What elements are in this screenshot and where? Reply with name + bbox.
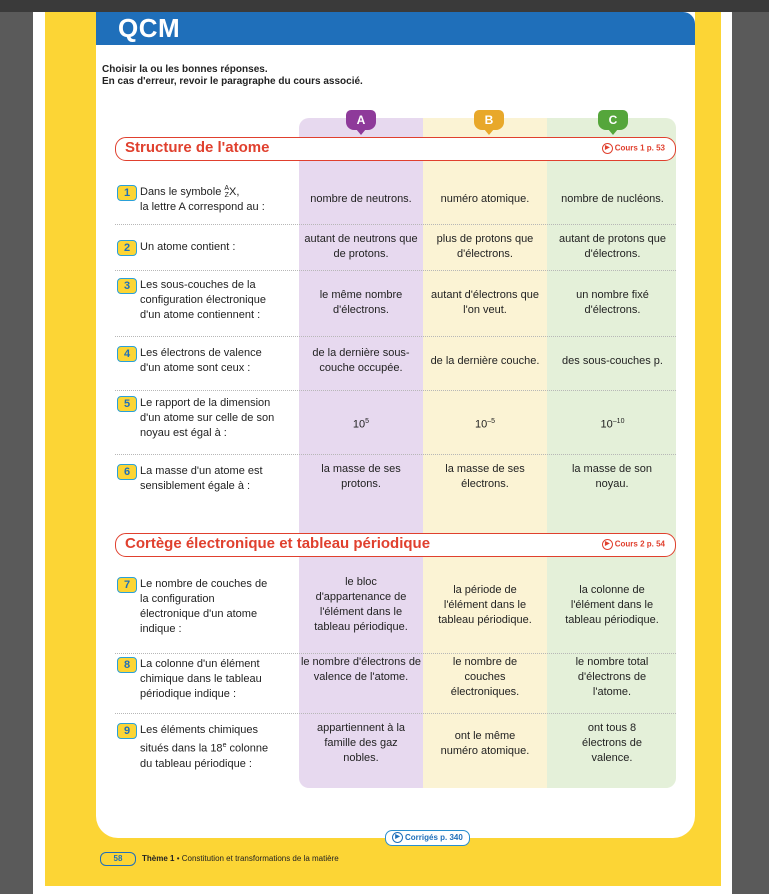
document-page: [33, 12, 732, 894]
answer-c[interactable]: un nombre fixé d'électrons.: [576, 289, 649, 316]
question-text: Un atome contient :: [140, 241, 236, 253]
answer-c[interactable]: des sous-couches p.: [562, 355, 663, 367]
answer-b[interactable]: numéro atomique.: [440, 193, 530, 205]
question-number: 2: [117, 240, 137, 256]
question-number: 4: [117, 346, 137, 362]
question-row: [115, 336, 676, 391]
column-a-badge: A: [346, 110, 376, 130]
power-exponent: –5: [487, 418, 496, 425]
question-text: Les électrons de valence d'un atome sont ceux :: [140, 347, 262, 374]
atomic-number: Z: [224, 192, 229, 200]
qcm-header: [96, 12, 695, 45]
answer-a[interactable]: le même nombre d'électrons.: [319, 289, 403, 316]
section-title: Structure de l'atome: [125, 139, 270, 156]
viewer-toolbar: [0, 0, 769, 12]
answer-a[interactable]: le nombre d'électrons de valence de l'atome.: [300, 656, 422, 683]
power-base: 10: [600, 418, 613, 431]
section-header-structure: [115, 137, 676, 161]
question-number: 9: [117, 723, 137, 739]
page-number: 58: [100, 852, 136, 866]
play-icon: ▶: [602, 539, 613, 550]
corriges-label: Corrigés p. 340: [405, 833, 463, 842]
question-row: [115, 224, 676, 271]
question-text-part: X,: [229, 186, 240, 198]
course-ref-link[interactable]: [602, 143, 665, 154]
answer-c[interactable]: la colonne de l'élément dans le tableau périodique.: [565, 584, 659, 626]
question-row: [115, 180, 676, 225]
question-text-part: Les éléments chimiques situés dans la 18: [140, 724, 259, 755]
answer-c[interactable]: [549, 414, 676, 433]
question-row: [115, 653, 676, 714]
mass-number: A: [224, 185, 230, 193]
question-number: 5: [117, 396, 137, 412]
page-title: QCM: [118, 13, 181, 43]
answer-b[interactable]: ont le même numéro atomique.: [440, 730, 530, 757]
course-ref-link[interactable]: [602, 539, 665, 550]
question-text-part: la lettre A correspond au :: [140, 201, 265, 213]
theme-label: Thème 1: [142, 854, 175, 863]
section-title: Cortège électronique et tableau périodique: [125, 535, 431, 552]
answer-a[interactable]: la masse de ses protons.: [321, 463, 401, 490]
column-b-badge: B: [474, 110, 504, 130]
instructions: [102, 64, 602, 88]
ordinal-suffix: e: [222, 742, 227, 749]
course-ref-label: Cours 2 p. 54: [614, 539, 665, 549]
answer-c[interactable]: la masse de son noyau.: [571, 463, 653, 490]
corriges-link[interactable]: [385, 830, 470, 846]
question-text: Les sous-couches de la configuration électronique d'un atome contiennent :: [140, 279, 266, 321]
answer-a[interactable]: le bloc d'appartenance de l'élément dans le tableau périodique.: [314, 576, 408, 633]
power-exponent: –10: [612, 418, 625, 425]
answer-c[interactable]: nombre de nucléons.: [561, 193, 664, 205]
answer-c[interactable]: ont tous 8 électrons de valence.: [582, 722, 642, 764]
question-text: Le nombre de couches de la configuration électronique d'un atome indique :: [140, 578, 268, 635]
section-header-cortege: [115, 533, 676, 557]
question-number: 3: [117, 278, 137, 294]
course-ref-label: Cours 1 p. 53: [614, 143, 665, 153]
question-text-part: Dans le symbole: [140, 186, 225, 198]
question-number: 7: [117, 577, 137, 593]
question-text: Le rapport de la dimension d'un atome sur celle de son noyau est égal à :: [140, 397, 275, 439]
question-number: 1: [117, 185, 137, 201]
question-row: [115, 390, 676, 455]
answer-c[interactable]: autant de protons que d'électrons.: [558, 233, 667, 260]
answer-b[interactable]: le nombre de couches électroniques.: [450, 656, 520, 698]
power-base: 10: [352, 418, 366, 431]
answer-b[interactable]: la période de l'élément dans le tableau périodique.: [438, 584, 532, 626]
page-footer: [100, 852, 339, 866]
question-text: [140, 723, 280, 772]
power-base: 10: [474, 418, 488, 431]
play-icon: ▶: [392, 832, 403, 843]
answer-c[interactable]: le nombre total d'électrons de l'atome.: [575, 656, 649, 698]
question-text-part: colonne du tableau périodique :: [140, 742, 269, 770]
question-row: [115, 270, 676, 337]
question-text: La colonne d'un élément chimique dans le tableau périodique indique :: [140, 658, 262, 700]
column-c-badge: C: [598, 110, 628, 130]
answer-a[interactable]: autant de neutrons que de protons.: [304, 233, 418, 260]
question-row: [115, 573, 676, 654]
page-yellow-frame: [45, 12, 721, 886]
answer-a[interactable]: nombre de neutrons.: [310, 193, 412, 205]
answer-b[interactable]: la masse de ses électrons.: [445, 463, 525, 490]
power-exponent: 5: [365, 418, 370, 425]
question-text: [140, 185, 300, 215]
question-row: [115, 713, 676, 775]
answer-b[interactable]: autant d'électrons que l'on veut.: [431, 289, 539, 316]
question-number: 8: [117, 657, 137, 673]
play-icon: ▶: [602, 143, 613, 154]
theme-subtitle: • Constitution et transformations de la matière: [174, 854, 339, 863]
answer-b[interactable]: plus de protons que d'électrons.: [436, 233, 534, 260]
instruction-line-1: Choisir la ou les bonnes réponses.: [102, 64, 268, 75]
answer-a[interactable]: appartiennent à la famille des gaz nobles.: [316, 722, 406, 764]
question-row: [115, 454, 676, 504]
answer-a[interactable]: de la dernière sous-couche occupée.: [312, 347, 410, 374]
question-number: 6: [117, 464, 137, 480]
answer-a[interactable]: [299, 414, 423, 433]
instruction-line-2: En cas d'erreur, revoir le paragraphe du cours associé.: [102, 76, 363, 87]
answer-b[interactable]: [423, 414, 547, 433]
answer-b[interactable]: de la dernière couche.: [430, 355, 540, 367]
question-text: La masse d'un atome est sensiblement égale à :: [140, 465, 263, 492]
